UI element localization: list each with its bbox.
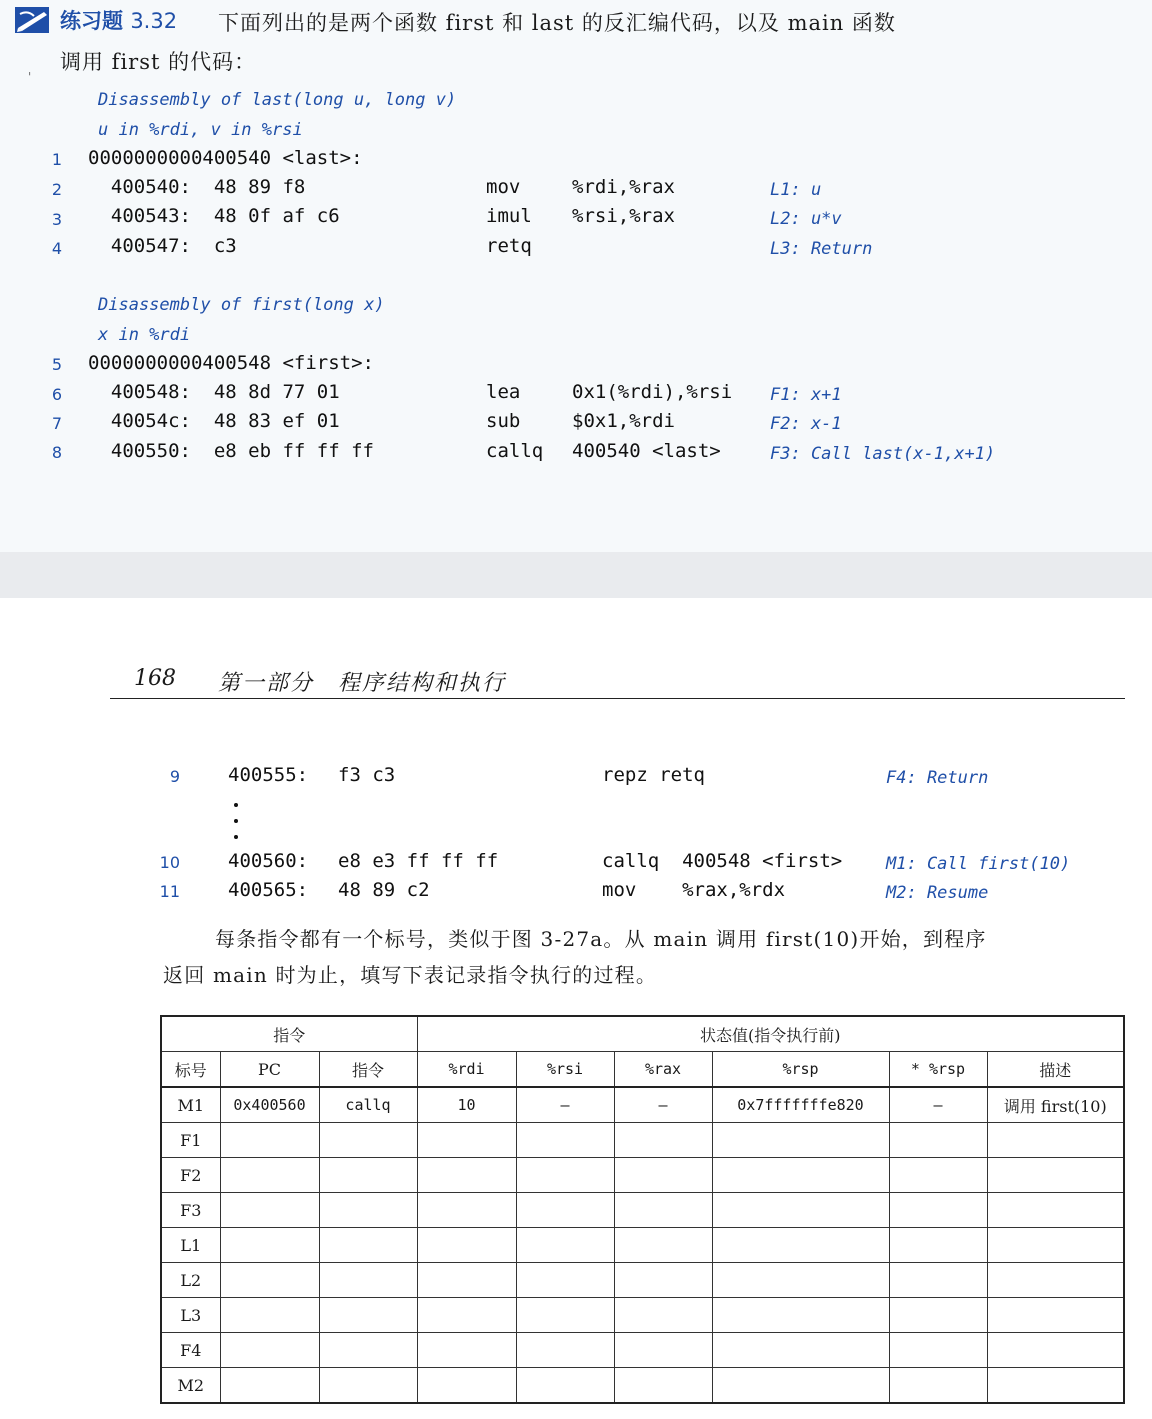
group-header-state: 状态值(指令执行前) xyxy=(417,1016,1124,1052)
table-cell: 0x400560 xyxy=(220,1087,319,1123)
table-cell xyxy=(889,1158,987,1193)
line-number: 9 xyxy=(169,767,180,786)
code-line: 400550: e8 eb ff ff ff xyxy=(88,440,374,462)
first-header-1: Disassembly of first(long x) xyxy=(98,295,385,315)
table-cell xyxy=(889,1298,987,1333)
table-cell xyxy=(889,1193,987,1228)
code-args: %rdi,%rax xyxy=(572,176,675,198)
table-cell xyxy=(417,1263,516,1298)
table-cell xyxy=(319,1368,417,1404)
page-top xyxy=(0,0,1152,552)
table-cell xyxy=(712,1158,889,1193)
exercise-pencil-icon xyxy=(14,6,50,34)
table-cell: 0x7fffffffe820 xyxy=(712,1087,889,1123)
table-cell xyxy=(889,1228,987,1263)
code-instr: callq 400548 <first> xyxy=(602,850,843,872)
table-cell xyxy=(614,1333,712,1368)
line-number: 6 xyxy=(51,385,62,404)
column-header: %rsi xyxy=(516,1052,614,1088)
code-comment: L3: Return xyxy=(770,239,873,259)
row-label-cell: F3 xyxy=(161,1193,220,1228)
table-cell xyxy=(319,1123,417,1158)
table-cell xyxy=(220,1123,319,1158)
column-header: 指令 xyxy=(319,1052,417,1088)
table-cell xyxy=(417,1298,516,1333)
code-args: %rsi,%rax xyxy=(572,205,675,227)
line-number: 3 xyxy=(51,210,62,229)
code-op: sub xyxy=(486,410,521,432)
paragraph-line1: 每条指令都有一个标号，类似于图 3-27a。从 main 调用 first(10)开始，到程序 xyxy=(215,927,987,951)
code-op: imul xyxy=(486,205,532,227)
table-cell xyxy=(614,1158,712,1193)
table-cell xyxy=(417,1368,516,1404)
exercise-label-text: 练习题 xyxy=(60,9,123,33)
table-cell xyxy=(220,1228,319,1263)
header-rule xyxy=(110,698,1125,699)
line-number: 8 xyxy=(51,443,62,462)
table-cell xyxy=(417,1158,516,1193)
exercise-text-line2: 调用 first 的代码： xyxy=(60,50,257,74)
table-cell xyxy=(319,1228,417,1263)
table-cell xyxy=(614,1123,712,1158)
line-number: 7 xyxy=(51,414,62,433)
column-header: %rsp xyxy=(712,1052,889,1088)
chapter-title: 第一部分 程序结构和执行 xyxy=(218,671,507,696)
table-cell xyxy=(889,1368,987,1404)
table-cell xyxy=(987,1263,1124,1298)
last-header-1: Disassembly of last(long u, long v) xyxy=(98,90,457,110)
table-cell xyxy=(516,1123,614,1158)
margin-mark: ' xyxy=(28,70,32,84)
table-row xyxy=(161,1087,1124,1123)
row-label-cell: F2 xyxy=(161,1158,220,1193)
code-comment: L1: u xyxy=(770,180,822,200)
line-number: 5 xyxy=(51,355,62,374)
table-cell xyxy=(712,1263,889,1298)
code-address: 400555: xyxy=(228,764,309,786)
table-cell xyxy=(987,1193,1124,1228)
column-header: 标号 xyxy=(161,1052,220,1088)
row-label-cell: M2 xyxy=(161,1368,220,1404)
exercise-number: 3.32 xyxy=(130,9,178,33)
table-cell xyxy=(319,1158,417,1193)
column-header: %rdi xyxy=(417,1052,516,1088)
column-header: %rax xyxy=(614,1052,712,1088)
table-cell xyxy=(516,1368,614,1404)
code-op: mov xyxy=(486,176,521,198)
table-cell: — xyxy=(614,1087,712,1123)
first-header-2: x in %rdi xyxy=(98,325,191,345)
table-cell xyxy=(516,1158,614,1193)
table-cell xyxy=(319,1298,417,1333)
code-line: 400543: 48 0f af c6 xyxy=(88,205,340,227)
line-number: 2 xyxy=(51,180,62,199)
table-cell xyxy=(889,1123,987,1158)
line-number: 4 xyxy=(51,239,62,258)
table-cell xyxy=(987,1368,1124,1404)
row-label-cell: L1 xyxy=(161,1228,220,1263)
row-label-cell: F4 xyxy=(161,1333,220,1368)
code-bytes: 48 89 c2 xyxy=(338,879,430,901)
table-cell xyxy=(220,1368,319,1404)
row-label-cell: F1 xyxy=(161,1123,220,1158)
code-args: 0x1(%rdi),%rsi xyxy=(572,381,733,403)
table-cell xyxy=(712,1368,889,1404)
table-cell: callq xyxy=(319,1087,417,1123)
table-cell xyxy=(516,1263,614,1298)
table-cell xyxy=(712,1333,889,1368)
code-op: callq xyxy=(486,440,544,462)
column-header: * %rsp xyxy=(889,1052,987,1088)
code-comment: F4: Return xyxy=(886,768,989,788)
table-cell xyxy=(712,1298,889,1333)
page-bottom xyxy=(0,598,1152,1419)
line-number: 11 xyxy=(159,882,180,901)
table-cell xyxy=(220,1298,319,1333)
table-cell xyxy=(220,1158,319,1193)
code-address: 400565: xyxy=(228,879,309,901)
table-cell xyxy=(614,1228,712,1263)
table-cell xyxy=(614,1298,712,1333)
table-cell xyxy=(220,1333,319,1368)
code-line: 400540: 48 89 f8 xyxy=(88,176,306,198)
table-cell xyxy=(516,1298,614,1333)
code-comment: M2: Resume xyxy=(886,883,989,903)
column-header: 描述 xyxy=(987,1052,1124,1088)
last-header-2: u in %rdi, v in %rsi xyxy=(98,120,303,140)
table-cell xyxy=(987,1228,1124,1263)
table-cell xyxy=(516,1228,614,1263)
table-row xyxy=(161,1193,1124,1228)
table-cell xyxy=(417,1193,516,1228)
table-cell xyxy=(319,1263,417,1298)
row-label-cell: L3 xyxy=(161,1298,220,1333)
code-instr: repz retq xyxy=(602,764,705,786)
group-header-instruction: 指令 xyxy=(161,1016,417,1052)
table-cell xyxy=(220,1263,319,1298)
code-line: 400547: c3 xyxy=(88,235,237,257)
table-cell xyxy=(417,1333,516,1368)
table-row xyxy=(161,1123,1124,1158)
code-comment: F2: x-1 xyxy=(770,414,842,434)
code-address: 400560: xyxy=(228,850,309,872)
exercise-label xyxy=(60,5,177,35)
table-cell xyxy=(417,1228,516,1263)
row-label-cell: L2 xyxy=(161,1263,220,1298)
paragraph-line2: 返回 main 时为止，填写下表记录指令执行的过程。 xyxy=(163,963,658,987)
table-cell xyxy=(987,1158,1124,1193)
code-line: 400548: 48 8d 77 01 xyxy=(88,381,340,403)
page-number: 168 xyxy=(134,666,176,691)
table-cell: 10 xyxy=(417,1087,516,1123)
code-args: 400540 <last> xyxy=(572,440,721,462)
table-cell xyxy=(712,1123,889,1158)
line-number: 1 xyxy=(51,150,62,169)
code-line: 40054c: 48 83 ef 01 xyxy=(88,410,340,432)
table-cell xyxy=(987,1333,1124,1368)
column-header: PC xyxy=(220,1052,319,1088)
code-comment: M1: Call first(10) xyxy=(886,854,1071,874)
code-line: 0000000000400548 <first>: xyxy=(88,352,374,374)
table-cell xyxy=(220,1193,319,1228)
table-row xyxy=(161,1228,1124,1263)
table-row xyxy=(161,1263,1124,1298)
code-args: $0x1,%rdi xyxy=(572,410,675,432)
table-cell: — xyxy=(889,1087,987,1123)
table-cell xyxy=(319,1333,417,1368)
code-op: lea xyxy=(486,381,521,403)
table-cell xyxy=(889,1263,987,1298)
table-cell xyxy=(712,1193,889,1228)
code-bytes: f3 c3 xyxy=(338,764,396,786)
exercise-text-line1: 下面列出的是两个函数 first 和 last 的反汇编代码，以及 main 函数 xyxy=(218,11,896,35)
table-cell xyxy=(987,1298,1124,1333)
line-number: 10 xyxy=(159,853,180,872)
code-comment: F1: x+1 xyxy=(770,385,842,405)
table-cell xyxy=(987,1123,1124,1158)
table-row xyxy=(161,1298,1124,1333)
table-cell xyxy=(417,1123,516,1158)
code-comment: F3: Call last(x-1,x+1) xyxy=(770,444,996,464)
table-cell xyxy=(614,1193,712,1228)
code-comment: L2: u*v xyxy=(770,209,842,229)
code-op: retq xyxy=(486,235,532,257)
table-cell xyxy=(889,1333,987,1368)
table-cell: 调用 first(10) xyxy=(987,1087,1124,1123)
table-row xyxy=(161,1368,1124,1404)
table-row xyxy=(161,1158,1124,1193)
row-label-cell: M1 xyxy=(161,1087,220,1123)
table-cell xyxy=(712,1228,889,1263)
table-cell xyxy=(516,1333,614,1368)
trace-table xyxy=(160,1015,1125,1404)
table-cell xyxy=(516,1193,614,1228)
table-cell xyxy=(319,1193,417,1228)
table-cell xyxy=(614,1263,712,1298)
code-line: 0000000000400540 <last>: xyxy=(88,147,363,169)
table-row xyxy=(161,1333,1124,1368)
code-instr: mov %rax,%rdx xyxy=(602,879,786,901)
table-cell xyxy=(614,1368,712,1404)
ellipsis-dots xyxy=(234,803,238,851)
table-cell: — xyxy=(516,1087,614,1123)
code-bytes: e8 e3 ff ff ff xyxy=(338,850,499,872)
